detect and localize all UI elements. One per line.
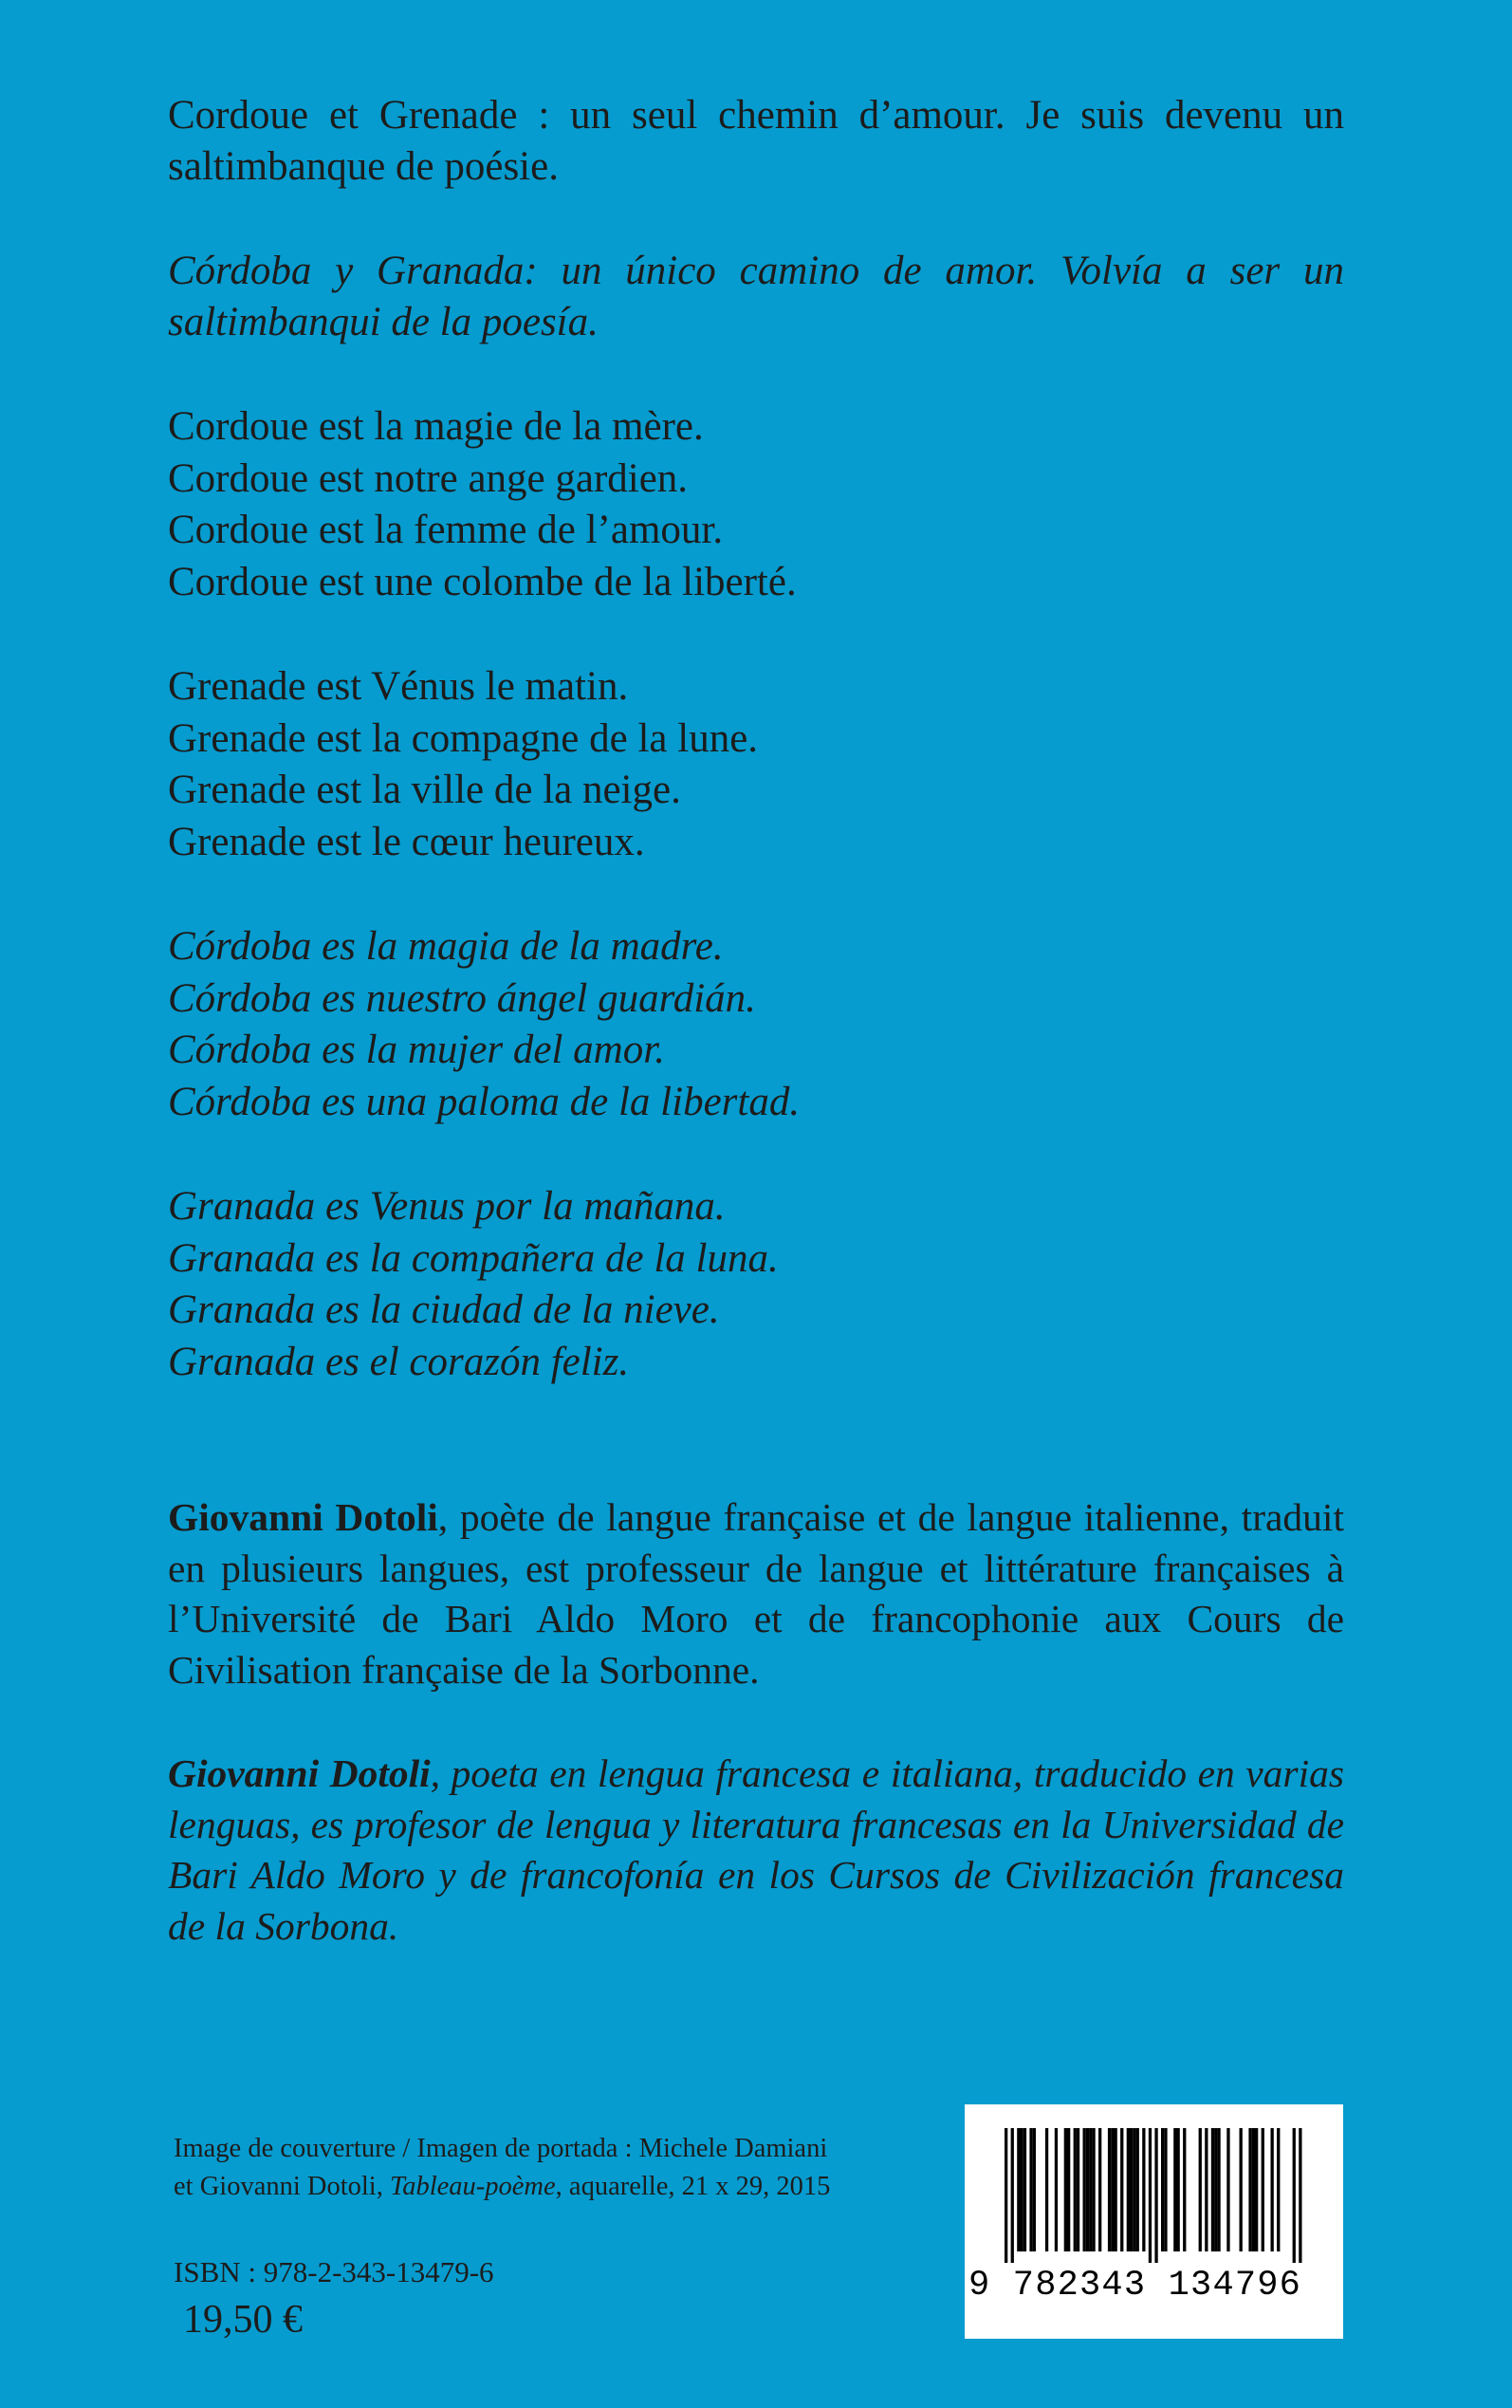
poem-line: Cordoue est une colombe de la liberté. [168, 559, 797, 604]
poem-line: Granada es el corazón feliz. [168, 1339, 630, 1384]
main-text [168, 90, 1344, 1952]
barcode-bar [1098, 2128, 1101, 2251]
poem-line: Grenade est la compagne de la lune. [168, 715, 759, 761]
barcode [965, 2104, 1343, 2339]
credit-suffix: , aquarelle, 21 x 29, 2015 [555, 2172, 831, 2201]
poem-line: Granada es la compañera de la luna. [168, 1235, 779, 1281]
barcode-bar [1211, 2128, 1214, 2251]
credit-prefix: et Giovanni Dotoli, [174, 2172, 390, 2201]
barcode-bar [1299, 2128, 1301, 2263]
barcode-bar [1127, 2128, 1130, 2251]
bio-es-text: , poeta en lengua francesa e italiana, traducido en varias lenguas, es profesor de lengua y literatura francesas en la Universidad de Bari Aldo Moro y de francofonía en los Cursos de Civilización francesa de la Sorbona. [168, 1751, 1344, 1948]
barcode-bar [1092, 2128, 1095, 2251]
barcode-bar [1161, 2128, 1164, 2251]
barcode-bar [1011, 2128, 1014, 2263]
barcode-bar [1064, 2128, 1067, 2251]
bio-fr-text: , poète de langue française et de langue italienne, traduit en plusieurs langues, est professeur de langue et littérature françaises à l’Université de Bari Aldo Moro et de francophonie aux Cours de Civilisation française de la Sorbonne. [168, 1495, 1344, 1692]
author-bio-es [168, 1749, 1344, 1952]
stanza-grenade-fr [168, 661, 1344, 868]
barcode-bar [1154, 2128, 1157, 2263]
barcode-bar [1133, 2128, 1135, 2251]
barcode-bar [1164, 2128, 1167, 2251]
intro-es: Córdoba y Granada: un único camino de amor. Volvía a ser un saltimbanqui de la poesía. [168, 249, 1344, 344]
barcode-bar [1021, 2128, 1023, 2251]
barcode-bar [1074, 2128, 1077, 2251]
author-bio-fr [168, 1492, 1344, 1695]
barcode-bar [1252, 2128, 1255, 2251]
barcode-bar [1067, 2128, 1070, 2251]
barcode-bars [976, 2128, 1329, 2263]
barcode-bar [1083, 2128, 1086, 2251]
poem-line: Grenade est la ville de la neige. [168, 768, 681, 812]
poem-line: Córdoba es la magia de la madre. [168, 924, 724, 969]
poem-line: Córdoba es nuestro ángel guardián. [168, 975, 756, 1021]
barcode-bar [1055, 2128, 1058, 2251]
barcode-bar [1217, 2128, 1220, 2251]
barcode-bar [1149, 2128, 1152, 2263]
barcode-bar [1177, 2128, 1180, 2251]
barcode-bar [1033, 2128, 1036, 2251]
cover-credit [174, 2130, 951, 2206]
barcode-bar [1017, 2128, 1020, 2251]
barcode-bar [1142, 2128, 1145, 2251]
poem-line: Granada es Venus por la mañana. [168, 1184, 726, 1229]
barcode-bar [1173, 2128, 1176, 2251]
barcode-bar [1086, 2128, 1089, 2251]
barcode-bar [1077, 2128, 1079, 2251]
barcode-bar [1262, 2128, 1264, 2251]
barcode-bar [1108, 2128, 1111, 2251]
author-name: Giovanni Dotoli [168, 1495, 438, 1539]
stanza-cordoba-es [168, 921, 1344, 1128]
barcode-bar [1130, 2128, 1133, 2251]
poem-line: Granada es la ciudad de la nieve. [168, 1287, 720, 1332]
barcode-bar [1005, 2128, 1007, 2263]
isbn: ISBN : 978-2-343-13479-6 [174, 2255, 494, 2288]
barcode-bar [1183, 2128, 1186, 2251]
stanza-granada-es [168, 1181, 1344, 1388]
barcode-bar [1255, 2128, 1258, 2251]
poem-line: Grenade est Vénus le matin. [168, 664, 629, 709]
barcode-bar [1115, 2128, 1117, 2251]
poem-line: Córdoba es una paloma de la libertad. [168, 1079, 801, 1124]
stanza-cordoue-fr [168, 401, 1344, 608]
barcode-bar [1029, 2128, 1032, 2251]
barcode-bar [1045, 2128, 1048, 2251]
barcode-bar [1023, 2128, 1026, 2251]
barcode-digits: 9 782343 134796 [968, 2266, 1302, 2306]
barcode-bar [1214, 2128, 1217, 2251]
author-name: Giovanni Dotoli [168, 1751, 431, 1795]
barcode-bar [1248, 2128, 1251, 2251]
barcode-bar [1293, 2128, 1296, 2263]
barcode-bar [1226, 2128, 1229, 2251]
barcode-bar [1277, 2128, 1280, 2251]
barcode-bar [1089, 2128, 1092, 2251]
barcode-bar [1271, 2128, 1274, 2251]
poem-line: Cordoue est la femme de l’amour. [168, 508, 724, 552]
credit-line-1: Image de couverture / Imagen de portada : Michele Damiani [174, 2134, 828, 2163]
credit-line-2 [174, 2168, 951, 2206]
poem-line: Cordoue est notre ange gardien. [168, 455, 689, 501]
barcode-bar [1240, 2128, 1243, 2251]
barcode-bar [1120, 2128, 1123, 2251]
poem-line: Grenade est le cœur heureux. [168, 819, 645, 864]
barcode-bar [1205, 2128, 1208, 2251]
barcode-bar [1111, 2128, 1114, 2251]
price: 19,50 € [183, 2298, 303, 2342]
barcode-bar [1136, 2128, 1139, 2251]
poem-line: Córdoba es la mujer del amor. [168, 1028, 665, 1072]
poem-line: Cordoue est la magie de la mère. [168, 404, 704, 449]
barcode-bar [1199, 2128, 1202, 2251]
credit-title: Tableau-poème [389, 2172, 556, 2201]
intro-fr: Cordoue et Grenade : un seul chemin d’amour. Je suis devenu un saltimbanque de poésie. [168, 93, 1344, 189]
